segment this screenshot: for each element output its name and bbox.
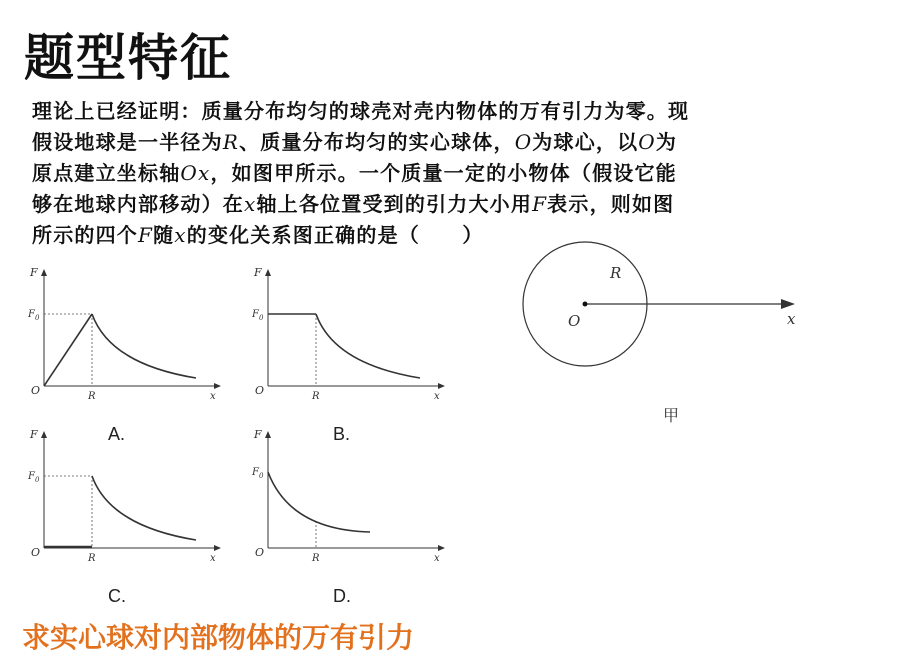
option-c-label[interactable]: C.	[108, 586, 126, 606]
x-label: x	[210, 553, 216, 564]
radius-label: R	[610, 264, 622, 282]
option-d-label[interactable]: D.	[333, 586, 351, 606]
figure-caption: 甲	[663, 406, 680, 425]
curve-decreasing	[268, 472, 370, 532]
problem-line-4: 够在地球内部移动）在x轴上各位置受到的引力大小用F表示，则如图	[32, 192, 675, 216]
f-axis-label: F	[30, 266, 38, 279]
page-title: 题型特征	[24, 29, 232, 87]
problem-text	[32, 96, 802, 251]
f0-label: $F_0$	[252, 309, 264, 322]
f-axis-label: F	[254, 428, 262, 441]
curve-inverse-square	[316, 314, 420, 378]
r-label: R	[88, 391, 96, 402]
f-arrow-icon	[265, 431, 271, 438]
f0-label: $F_0$	[252, 467, 264, 480]
graph-option-d	[250, 428, 450, 568]
r-label: R	[88, 553, 96, 564]
footer-heading: 求实心球对内部物体的万有引力	[22, 621, 415, 654]
curve-inverse-square	[92, 476, 196, 540]
problem-line-5: 所示的四个F随x的变化关系图正确的是（ ）	[32, 223, 484, 247]
curve-linear	[44, 314, 92, 386]
problem-line-2: 假设地球是一半径为R、质量分布均匀的实心球体，O为球心，以O为	[32, 130, 678, 154]
problem-line-1: 理论上已经证明：质量分布均匀的球壳对壳内物体的万有引力为零。现	[32, 99, 690, 123]
x-arrow-icon	[214, 545, 221, 551]
origin-label: O	[31, 384, 41, 397]
graph-option-a	[26, 266, 226, 406]
r-label: R	[312, 391, 320, 402]
f-axis-label: F	[30, 428, 38, 441]
f-arrow-icon	[41, 431, 47, 438]
figure-jia	[515, 240, 815, 380]
r-label: R	[312, 553, 320, 564]
x-arrow-icon	[781, 299, 795, 309]
x-arrow-icon	[438, 545, 445, 551]
f-arrow-icon	[41, 269, 47, 276]
option-b-label[interactable]: B.	[333, 424, 351, 444]
f-axis-label: F	[254, 266, 262, 279]
curve-inverse-square	[92, 314, 196, 378]
graph-option-c	[26, 428, 226, 568]
f-arrow-icon	[265, 269, 271, 276]
center-label: O	[568, 312, 581, 330]
origin-label: O	[255, 546, 265, 559]
f0-label: $F_0$	[28, 471, 40, 484]
origin-label: O	[255, 384, 265, 397]
problem-line-3: 原点建立坐标轴Ox，如图甲所示。一个质量一定的小物体（假设它能	[32, 161, 677, 185]
x-arrow-icon	[214, 383, 221, 389]
f0-label: $F_0$	[28, 309, 40, 322]
x-label: x	[210, 391, 216, 402]
x-arrow-icon	[438, 383, 445, 389]
x-label: x	[434, 553, 440, 564]
origin-label: O	[31, 546, 41, 559]
graph-option-b	[250, 266, 450, 406]
center-dot	[583, 302, 588, 307]
x-label: x	[434, 391, 440, 402]
x-axis-label: x	[787, 310, 796, 328]
option-a-label[interactable]: A.	[108, 424, 126, 444]
